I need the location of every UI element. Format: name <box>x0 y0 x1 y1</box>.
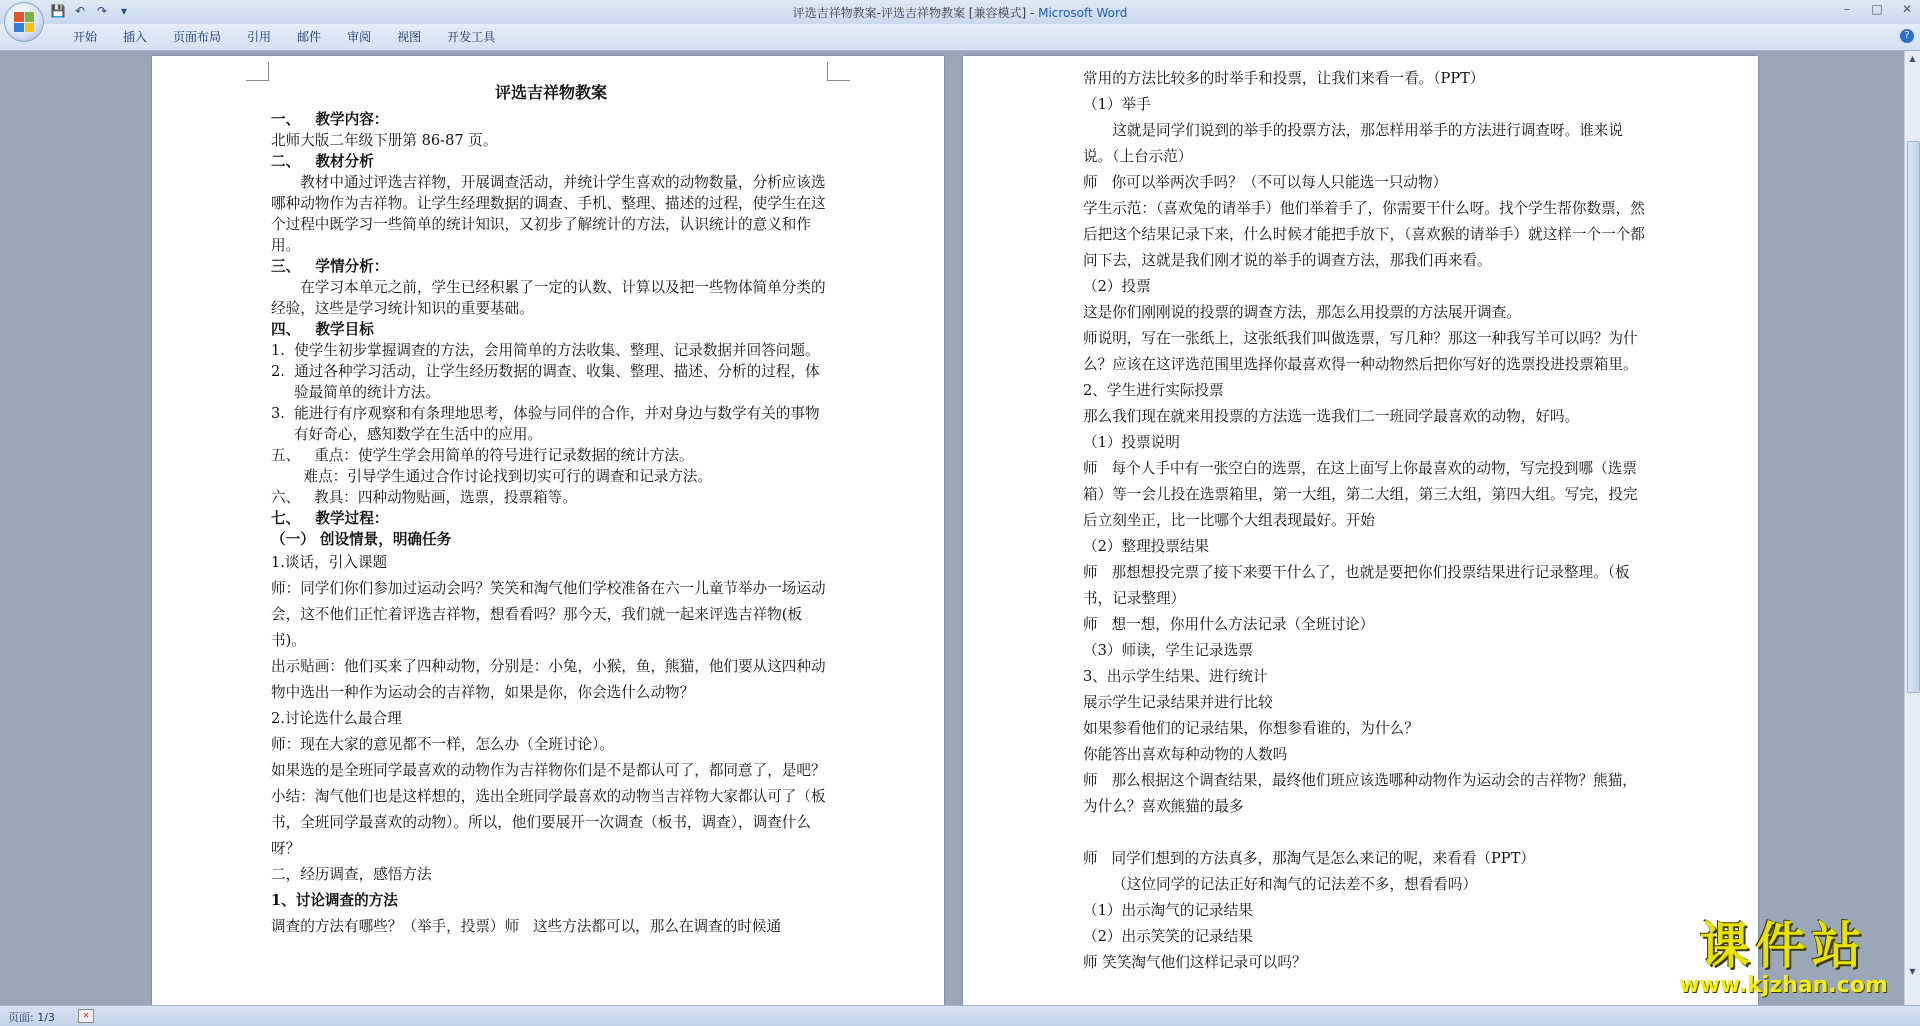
status-bar <box>0 1005 1920 1026</box>
paragraph: 六、 教具：四种动物贴画，选票，投票箱等。 <box>271 489 577 506</box>
section-heading: 四、 教学目标 <box>271 321 374 338</box>
paragraph: 常用的方法比较多的时举手和投票，让我们来看一看。（PPT） <box>1083 70 1485 87</box>
paragraph: （1）出示淘气的记录结果 <box>1083 902 1253 919</box>
paragraph: 如果参看他们的记录结果，你想参看谁的，为什么？ <box>1083 720 1419 737</box>
maximize-button[interactable]: □ <box>1871 2 1883 16</box>
paragraph: 出示贴画：他们买来了四种动物，分别是：小兔，小猴，鱼，熊猫，他们要从这四种动物中选出一种作为运动会的吉祥物，如果是你，你会选什么动物？ <box>271 658 826 701</box>
margin-marker <box>246 62 269 81</box>
paragraph: 师 你可以举两次手吗？（不可以每人只能选一只动物） <box>1083 174 1448 191</box>
paragraph: （2）整理投票结果 <box>1083 538 1210 555</box>
paragraph: 小结：淘气他们也是这样想的，选出全班同学最喜欢的动物当吉祥物大家都认可了（板书，全班同学最喜欢的动物）。所以，他们要展开一次调查（板书，调查），调查什么呀？ <box>271 788 826 857</box>
document-title: 评选吉祥物教案-评选吉祥物教案 [兼容模式] - <box>792 6 1039 20</box>
office-button[interactable] <box>4 2 44 42</box>
paragraph: 2、学生进行实际投票 <box>1083 382 1224 399</box>
tab-view[interactable]: 视图 <box>397 30 422 44</box>
paragraph: （这位同学的记法正好和淘气的记法差不多，想看看吗） <box>1112 876 1478 893</box>
document-page-1[interactable] <box>152 56 944 1005</box>
tab-page-layout[interactable]: 页面布局 <box>173 30 222 44</box>
paragraph: （1）举手 <box>1083 96 1151 113</box>
paragraph: 在学习本单元之前，学生已经积累了一定的认数、计算以及把一些物体简单分类的经验，这些是学习统计知识的重要基础。 <box>271 279 826 317</box>
page-counter[interactable]: 页面: 1/3 <box>8 1011 55 1024</box>
redo-icon[interactable]: ↷ <box>96 4 108 18</box>
list-item: 2. 通过各种学习活动，让学生经历数据的调查、收集、整理、描述、分析的过程，体验最简单的统计方法。 <box>271 363 820 401</box>
undo-icon[interactable]: ↶ <box>74 4 86 18</box>
paragraph: 2.讨论选什么最合理 <box>271 710 402 727</box>
scroll-down-icon[interactable]: ▼ <box>1909 967 1916 976</box>
tab-insert[interactable]: 插入 <box>123 30 148 44</box>
section-heading: （一） 创设情景，明确任务 <box>271 531 452 548</box>
paragraph: （2）投票 <box>1083 278 1151 295</box>
customize-toolbar-icon[interactable]: ▾ <box>120 4 128 18</box>
paragraph: 二，经历调查，感悟方法 <box>271 866 432 883</box>
page-title: 评选吉祥物教案 <box>494 83 607 102</box>
paragraph: 师说明，写在一张纸上，这张纸我们叫做选票，写几种？那这一种我写羊可以吗？为什么？应该在这评选范围里选择你最喜欢得一种动物然后把你写好的选票投进投票箱里。 <box>1083 330 1638 373</box>
paragraph: 北师大版二年级下册第 86-87 页。 <box>271 132 498 149</box>
paragraph: 师 想一想，你用什么方法记录（全班讨论） <box>1083 616 1375 633</box>
watermark-text: 课件站 <box>1699 917 1868 975</box>
vertical-scrollbar[interactable] <box>1904 51 1920 1005</box>
help-icon[interactable]: ? <box>1900 29 1914 43</box>
window-title <box>0 4 1920 21</box>
list-item: 1. 使学生初步掌握调查的方法，会用简单的方法收集、整理、记录数据并回答问题。 <box>271 342 820 359</box>
paragraph: 那么我们现在就来用投票的方法选一选我们二一班同学最喜欢的动物，好吗。 <box>1083 408 1580 425</box>
paragraph: 调查的方法有哪些？（举手，投票）师 这些方法都可以，那么在调查的时候通 <box>271 918 782 935</box>
paragraph: 这就是同学们说到的举手的投票方法，那怎样用举手的方法进行调查呀。谁来说说。（上台示范） <box>1083 122 1623 165</box>
paragraph: （1）投票说明 <box>1083 434 1180 451</box>
tab-references[interactable]: 引用 <box>247 30 272 44</box>
paragraph: 难点：引导学生通过合作讨论找到切实可行的调查和记录方法。 <box>271 468 713 485</box>
scroll-up-icon[interactable]: ▲ <box>1909 54 1916 63</box>
empty-paragraph <box>1083 820 1648 846</box>
paragraph: （2）出示笑笑的记录结果 <box>1083 928 1253 945</box>
app-name: Microsoft Word <box>1038 6 1128 20</box>
paragraph: 如果选的是全班同学最喜欢的动物作为吉祥物你们是不是都认可了，都同意了，是吧？ <box>271 762 826 779</box>
office-logo-icon <box>14 12 34 32</box>
left-page-text <box>271 109 831 550</box>
quick-access-toolbar <box>50 3 132 19</box>
paragraph: 师：现在大家的意见都不一样，怎么办（全班讨论）。 <box>271 736 614 753</box>
tab-home[interactable]: 开始 <box>73 30 98 44</box>
left-page-text-continued <box>271 550 831 940</box>
paragraph: 这是你们刚刚说的投票的调查方法，那怎么用投票的方法展开调查。 <box>1083 304 1521 321</box>
document-workspace <box>0 51 1904 1005</box>
tab-mailings[interactable]: 邮件 <box>297 30 322 44</box>
paragraph: 学生示范：（喜欢兔的请举手）他们举着手了，你需要干什么呀。找个学生帮你数票，然后把这个结果记录下来，什么时候才能把手放下，（喜欢猴的请举手）就这样一个一个都问下去，这就是我们刚才说的举手的调查方法，那我们再来看。 <box>1083 200 1645 269</box>
proofing-icon[interactable]: ✕ <box>78 1009 94 1023</box>
paragraph: 师 同学们想到的方法真多，那淘气是怎么来记的呢，来看看（PPT） <box>1083 850 1535 867</box>
paragraph: 1.谈话，引入课题 <box>271 554 388 571</box>
paragraph: 师 笑笑淘气他们这样记录可以吗？ <box>1083 954 1307 971</box>
section-heading: 三、 学情分析： <box>271 258 389 275</box>
section-heading: 一、 教学内容： <box>271 111 389 128</box>
section-heading: 1、讨论调查的方法 <box>271 892 398 909</box>
paragraph: 五、 重点：使学生学会用简单的符号进行记录数据的统计方法。 <box>271 447 694 464</box>
watermark-url: www.kjzhan.com <box>1679 973 1888 998</box>
section-heading: 二、 教材分析 <box>271 153 374 170</box>
list-item: 3. 能进行有序观察和有条理地思考，体验与同伴的合作，并对身边与数学有关的事物有好奇心，感知数学在生活中的应用。 <box>271 405 820 443</box>
tab-review[interactable]: 审阅 <box>347 30 372 44</box>
paragraph: 教材中通过评选吉祥物，开展调查活动，并统计学生喜欢的动物数量，分析应该选哪种动物作为吉祥物。让学生经理数据的调查、手机、整理、描述的过程，使学生在这个过程中既学习一些简单的统计知识，又初步了解统计的方法，认识统计的意义和作用。 <box>271 174 826 254</box>
document-page-2[interactable] <box>963 56 1758 1005</box>
save-icon[interactable]: 💾 <box>50 4 66 18</box>
paragraph: 3、出示学生结果、进行统计 <box>1083 668 1268 685</box>
watermark-logo <box>1671 918 1896 998</box>
page-body <box>271 68 831 940</box>
paragraph: 展示学生记录结果并进行比较 <box>1083 694 1273 711</box>
ribbon-tabs <box>60 29 508 45</box>
close-button[interactable]: ✕ <box>1901 2 1913 16</box>
paragraph: 师：同学们你们参加过运动会吗？笑笑和淘气他们学校准备在六一儿童节举办一场运动会，这不他们正忙着评选吉祥物，想看看吗？那今天，我们就一起来评选吉祥物(板书)。 <box>271 580 826 649</box>
title-bar <box>0 0 1920 25</box>
right-page-text <box>1083 66 1648 976</box>
paragraph: 师 那么根据这个调查结果，最终他们班应该选哪种动物作为运动会的吉祥物？熊猫，为什么？喜欢熊猫的最多 <box>1083 772 1637 815</box>
paragraph: （3）师读，学生记录选票 <box>1083 642 1253 659</box>
paragraph: 师 每个人手中有一张空白的选票，在这上面写上你最喜欢的动物，写完投到哪（选票箱）等一会儿投在选票箱里，第一大组，第二大组，第三大组，第四大组。写完，投完后立刻坐正，比一比哪个大组表现最好。开始 <box>1083 460 1638 529</box>
tab-developer[interactable]: 开发工具 <box>447 30 496 44</box>
paragraph: 师 那想想投完票了接下来要干什么了，也就是要把你们投票结果进行记录整理。（板书，记录整理） <box>1083 564 1630 607</box>
minimize-button[interactable]: – <box>1844 2 1850 16</box>
paragraph: 你能答出喜欢每种动物的人数吗 <box>1083 746 1288 763</box>
window-controls <box>1838 2 1916 16</box>
scrollbar-thumb[interactable] <box>1907 141 1920 693</box>
ribbon-tab-bar <box>0 24 1920 51</box>
section-heading: 七、 教学过程： <box>271 510 389 527</box>
